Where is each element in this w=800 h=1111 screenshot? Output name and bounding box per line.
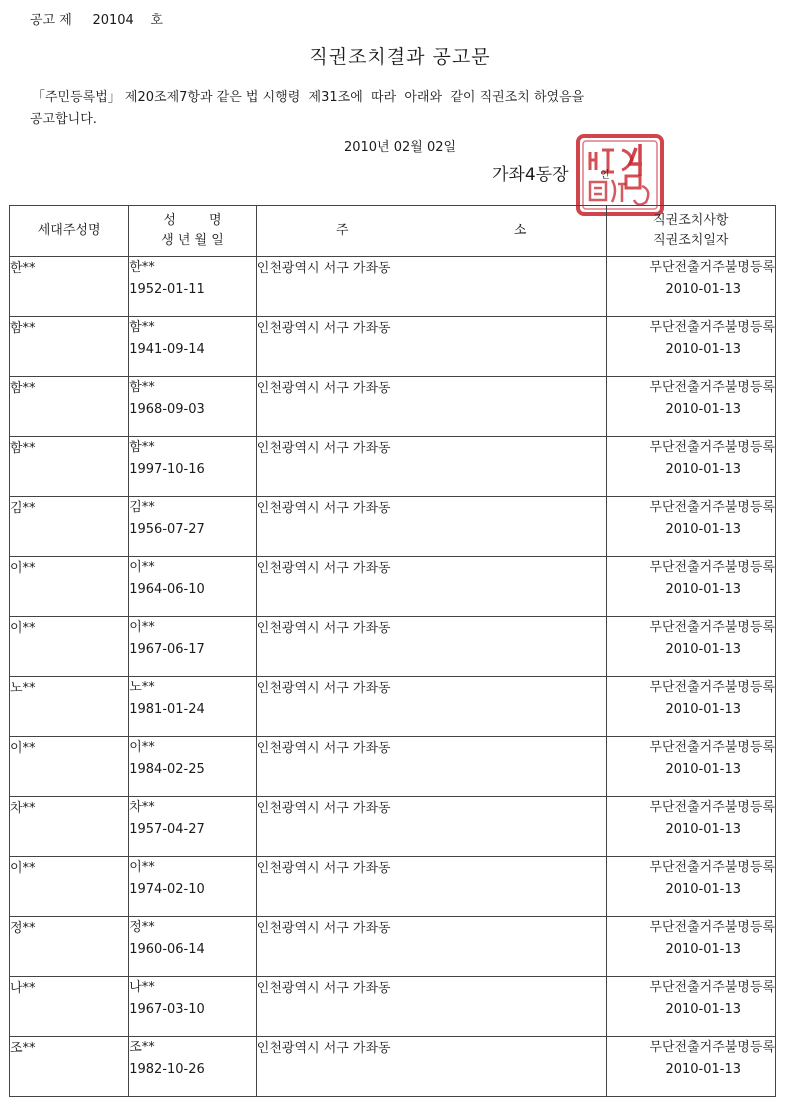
table-row — [10, 617, 776, 677]
cell-name-birthdate — [129, 797, 257, 857]
cell-action — [606, 257, 775, 317]
table-row — [10, 917, 776, 977]
cell-action — [606, 797, 775, 857]
cell-action-type: 무단전출거주불명등록 — [649, 500, 775, 515]
cell-head-of-household: 이** — [10, 557, 129, 617]
document-date: 2010년 02월 02일 — [343, 140, 457, 155]
cell-address: 인천광역시 서구 가좌동 — [256, 917, 606, 977]
cell-name: 정** — [129, 920, 155, 935]
cell-head-of-household: 이** — [10, 737, 129, 797]
cell-name-birthdate — [129, 497, 257, 557]
cell-name: 이** — [129, 740, 155, 755]
cell-birthdate: 1984-02-25 — [129, 762, 205, 777]
cell-action-type: 무단전출거주불명등록 — [649, 440, 775, 455]
cell-address: 인천광역시 서구 가좌동 — [256, 257, 606, 317]
header-action-date: 직권조치일자 — [653, 233, 729, 248]
cell-birthdate: 1974-02-10 — [129, 882, 205, 897]
cell-head-of-household: 조** — [10, 1037, 129, 1097]
cell-action-type: 무단전출거주불명등록 — [649, 380, 775, 395]
cell-birthdate: 1960-06-14 — [129, 942, 205, 957]
header-address: 주 소 — [256, 206, 606, 257]
cell-action — [606, 977, 775, 1037]
cell-action — [606, 917, 775, 977]
cell-action — [606, 677, 775, 737]
cell-action-date: 2010-01-13 — [665, 822, 741, 837]
cell-action-date: 2010-01-13 — [665, 582, 741, 597]
cell-name: 함** — [129, 320, 155, 335]
cell-name: 이** — [129, 560, 155, 575]
cell-name-birthdate — [129, 377, 257, 437]
cell-head-of-household: 한** — [10, 257, 129, 317]
cell-action-type: 무단전출거주불명등록 — [649, 560, 775, 575]
table-row — [10, 737, 776, 797]
cell-name-birthdate — [129, 617, 257, 677]
cell-name-birthdate — [129, 437, 257, 497]
cell-name-birthdate — [129, 977, 257, 1037]
cell-address: 인천광역시 서구 가좌동 — [256, 797, 606, 857]
header-action-type: 직권조치사항 — [653, 213, 729, 228]
cell-action-type: 무단전출거주불명등록 — [649, 680, 775, 695]
cell-action-type: 무단전출거주불명등록 — [649, 800, 775, 815]
header-name-birthdate — [129, 206, 257, 257]
cell-action-type: 무단전출거주불명등록 — [649, 740, 775, 755]
cell-address: 인천광역시 서구 가좌동 — [256, 1037, 606, 1097]
cell-birthdate: 1941-09-14 — [129, 342, 205, 357]
cell-action — [606, 317, 775, 377]
table-row — [10, 257, 776, 317]
cell-action-date: 2010-01-13 — [665, 702, 741, 717]
cell-birthdate: 1964-06-10 — [129, 582, 205, 597]
cell-action-date: 2010-01-13 — [665, 882, 741, 897]
cell-action-date: 2010-01-13 — [665, 522, 741, 537]
issuer-name: 가좌4동장 — [492, 165, 569, 185]
cell-action-date: 2010-01-13 — [665, 282, 741, 297]
cell-action-date: 2010-01-13 — [665, 942, 741, 957]
table-row — [10, 977, 776, 1037]
cell-head-of-household: 노** — [10, 677, 129, 737]
cell-action-type: 무단전출거주불명등록 — [649, 980, 775, 995]
table-row — [10, 377, 776, 437]
table-header-row — [10, 206, 776, 257]
cell-action-date: 2010-01-13 — [665, 462, 741, 477]
cell-action — [606, 857, 775, 917]
table-row — [10, 437, 776, 497]
cell-name: 이** — [129, 860, 155, 875]
cell-birthdate: 1981-01-24 — [129, 702, 205, 717]
table-row — [10, 497, 776, 557]
cell-head-of-household: 정** — [10, 917, 129, 977]
header-name: 성 명 — [163, 213, 222, 228]
cell-birthdate: 1956-07-27 — [129, 522, 205, 537]
table-row — [10, 557, 776, 617]
cell-head-of-household: 함** — [10, 377, 129, 437]
cell-action-date: 2010-01-13 — [665, 402, 741, 417]
cell-name: 조** — [129, 1040, 155, 1055]
cell-name-birthdate — [129, 257, 257, 317]
cell-name: 차** — [129, 800, 155, 815]
cell-name-birthdate — [129, 677, 257, 737]
cell-action — [606, 497, 775, 557]
cell-action — [606, 557, 775, 617]
cell-name-birthdate — [129, 317, 257, 377]
table-row — [10, 677, 776, 737]
cell-action-type: 무단전출거주불명등록 — [649, 320, 775, 335]
table-row — [10, 857, 776, 917]
cell-head-of-household: 김** — [10, 497, 129, 557]
cell-action — [606, 1037, 775, 1097]
cell-action — [606, 437, 775, 497]
cell-head-of-household: 이** — [10, 857, 129, 917]
table-row — [10, 317, 776, 377]
cell-name-birthdate — [129, 737, 257, 797]
cell-address: 인천광역시 서구 가좌동 — [256, 857, 606, 917]
header-head-of-household: 세대주성명 — [10, 206, 129, 257]
cell-name: 노** — [129, 680, 155, 695]
cell-head-of-household: 차** — [10, 797, 129, 857]
table-row — [10, 797, 776, 857]
cell-address: 인천광역시 서구 가좌동 — [256, 437, 606, 497]
cell-birthdate: 1967-03-10 — [129, 1002, 205, 1017]
cell-action-date: 2010-01-13 — [665, 1002, 741, 1017]
cell-head-of-household: 이** — [10, 617, 129, 677]
cell-name-birthdate — [129, 917, 257, 977]
cell-birthdate: 1952-01-11 — [129, 282, 205, 297]
cell-action — [606, 737, 775, 797]
cell-action-date: 2010-01-13 — [665, 762, 741, 777]
header-birthdate: 생 년 월 일 — [161, 233, 224, 248]
cell-head-of-household: 나** — [10, 977, 129, 1037]
cell-address: 인천광역시 서구 가좌동 — [256, 497, 606, 557]
cell-name-birthdate — [129, 557, 257, 617]
cell-name: 함** — [129, 440, 155, 455]
cell-address: 인천광역시 서구 가좌동 — [256, 737, 606, 797]
cell-action-type: 무단전출거주불명등록 — [649, 920, 775, 935]
cell-name: 함** — [129, 380, 155, 395]
cell-address: 인천광역시 서구 가좌동 — [256, 977, 606, 1037]
cell-name: 나** — [129, 980, 155, 995]
cell-name: 김** — [129, 500, 155, 515]
notice-number: 공고 제 20104 호 — [30, 13, 163, 28]
cell-action-date: 2010-01-13 — [665, 342, 741, 357]
intro-paragraph — [32, 87, 752, 131]
header-action — [606, 206, 775, 257]
cell-address: 인천광역시 서구 가좌동 — [256, 557, 606, 617]
intro-line-1: 「주민등록법」 제20조제7항과 같은 법 시행령 제31조에 따라 아래와 같이 직권조치 하였음을 — [32, 90, 585, 105]
cell-name: 이** — [129, 620, 155, 635]
document-title: 직권조치결과 공고문 — [309, 46, 491, 68]
cell-action-type: 무단전출거주불명등록 — [649, 1040, 775, 1055]
intro-line-2: 공고합니다. — [30, 112, 97, 127]
action-results-table — [9, 205, 776, 1097]
cell-action-date: 2010-01-13 — [665, 1062, 741, 1077]
cell-head-of-household: 함** — [10, 437, 129, 497]
cell-action — [606, 617, 775, 677]
cell-action-type: 무단전출거주불명등록 — [649, 860, 775, 875]
issuer-seal-char: 인 — [600, 170, 610, 181]
cell-name: 한** — [129, 260, 155, 275]
cell-action — [606, 377, 775, 437]
cell-birthdate: 1967-06-17 — [129, 642, 205, 657]
cell-action-type: 무단전출거주불명등록 — [649, 260, 775, 275]
table-body — [10, 257, 776, 1097]
cell-address: 인천광역시 서구 가좌동 — [256, 617, 606, 677]
cell-birthdate: 1968-09-03 — [129, 402, 205, 417]
cell-address: 인천광역시 서구 가좌동 — [256, 677, 606, 737]
cell-birthdate: 1997-10-16 — [129, 462, 205, 477]
cell-address: 인천광역시 서구 가좌동 — [256, 317, 606, 377]
cell-birthdate: 1957-04-27 — [129, 822, 205, 837]
cell-action-type: 무단전출거주불명등록 — [649, 620, 775, 635]
cell-name-birthdate — [129, 857, 257, 917]
table-row — [10, 1037, 776, 1097]
cell-head-of-household: 함** — [10, 317, 129, 377]
cell-action-date: 2010-01-13 — [665, 642, 741, 657]
cell-birthdate: 1982-10-26 — [129, 1062, 205, 1077]
cell-address: 인천광역시 서구 가좌동 — [256, 377, 606, 437]
cell-name-birthdate — [129, 1037, 257, 1097]
